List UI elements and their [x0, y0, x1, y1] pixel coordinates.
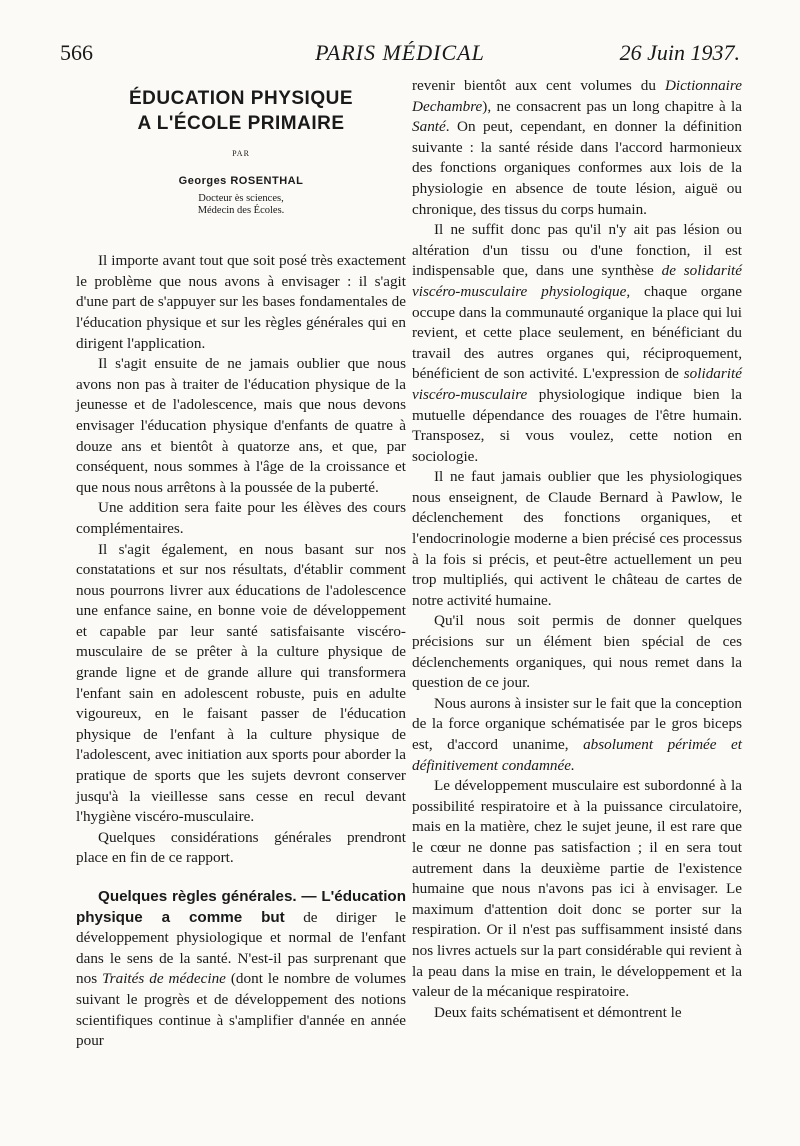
paragraph: Il s'agit également, en nous basant sur nos constatations et sur nos résultats, d'établir comment nous pourrons livrer aux éducations de l'adolescence une enfance saine, en bonne voie de développement et capable par leur santé satisfaisante viscéro-musculaire de se prêter à la culture physique de grande ligne et de grande allure qui transformera l'enfant sain en adolescent robuste, puis en adulte vigoureux, en le faisant passer de l'éducation physique de l'enfant à la culture physique de l'adolescent, avec initiation aux sports pour aborder la pratique de sports que les sujets devront conserver jusqu'à la vieillesse sans cesse en recul devant l'hygiène viscéro-musculaire.: [76, 540, 406, 826]
left-column: [76, 76, 406, 1052]
journal-title: PARIS MÉDICAL: [315, 40, 485, 65]
paragraph: Qu'il nous soit permis de donner quelques précisions sur un élément bien spécial de ces déclenchements organiques, qui nous remet dans la question de ce jour.: [412, 612, 742, 692]
paragraph: Deux faits schématisent et démontrent le: [434, 1003, 682, 1021]
by-line: PAR: [232, 149, 250, 158]
author-name: Georges ROSENTHAL: [178, 174, 304, 187]
paragraph: Il ne faut jamais oublier que les physiologiques nous enseignent, de Claude Bernard à Pawlow, le déclenchement des fonctions organiques, et l'endocrinologie moderne a bien précisé ces processus à la fois si précis, et peut-être actuellement un peu trop multipliés, qui activent le château de cartes de notre activité humaine.: [412, 468, 742, 609]
paragraph: revenir bientôt aux cent volumes du Dictionnaire Dechambre), ne consacrent pas un long chapitre à la Santé. On peut, cependant, en donner la définition suivante : la santé réside dans l'accord harmonieux des fonctions organiques conformes aux lois de la physiologie en absence de toute lésion, aiguë ou chronique, des tissus du corps humain.: [412, 77, 742, 218]
paragraph: Il s'agit ensuite de ne jamais oublier que nous avons non pas à traiter de l'éducation physique de la jeunesse et de l'adolescence, mais que nous devons envisager l'éducation physique d'enfants de quatre à douze ans et bientôt à quatorze ans, et que, par conséquent, nous sommes à l'âge de la croissance et que nous nous arrêtons à la poussée de la puberté.: [76, 355, 406, 496]
qualification-2: Médecin des Écoles.: [197, 205, 285, 217]
title-line-2: A L'ÉCOLE PRIMAIRE: [137, 113, 345, 134]
right-column: [412, 76, 742, 1023]
section-heading: Quelques règles générales. — L'éducation physique a comme but: [76, 888, 406, 926]
qualification-1: Docteur ès sciences,: [198, 193, 284, 205]
paragraph: Le développement musculaire est subordonné à la possibilité respiratoire et à la puissance circulatoire, mais en la matière, chez le sujet jeune, il est rare que le cœur ne donne pas satisfaction ; il en sera tout autrement dans la deuxième partie de l'existence humaine que nous n'avons pas ici à envisager. Le maximum d'attention doit donc se porter sur la respiration. Or il n'est pas suffisamment insisté dans nos livres actuels sur la part considérable qui revient à la peau dans la mise en train, le développement et la valeur de la mécanique respiratoire.: [412, 777, 742, 1001]
paragraph: Il ne suffit donc pas qu'il n'y ait pas lésion ou altération d'un tissu ou d'une fonction, il est indispensable que, dans une synthèse de solidarité viscéro-musculaire physiologique, chaque organe occupe dans la communauté organique la place qui lui revient, et cette place seulement, en bénéficiant du travail des autres organes qui, réciproquement, bénéficient de son activité. L'expression de solidarité viscéro-musculaire physiologique indique bien la mutuelle dépendance des rouages de l'être humain. Transposez, si vous voulez, cette notion en sociologie.: [412, 221, 742, 465]
article-title: [76, 86, 406, 136]
page-number: 566: [60, 40, 93, 65]
section-paragraph: Quelques règles générales. — L'éducation physique a comme but de diriger le développement physiologique et normal de l'enfant dans le sens de la santé. N'est-il pas surprenant que nos Traités de médecine (dont le nombre de volumes suivant le progrès et de développement des notions scientifiques continue à s'amplifier d'année en année pour: [76, 888, 406, 1050]
paragraph: Quelques considérations générales prendront place en fin de ce rapport.: [76, 828, 406, 867]
page-header: [60, 40, 740, 74]
paragraph: Il importe avant tout que soit posé très exactement le problème que nous avons à envisager : il s'agit d'une part de s'appuyer sur les bases fondamentales de l'éducation physique et sur les règles générales qui en dirigent l'application.: [76, 252, 406, 352]
paragraph: Une addition sera faite pour les élèves des cours complémentaires.: [76, 499, 406, 537]
title-line-1: ÉDUCATION PHYSIQUE: [128, 88, 353, 109]
author-qualifications: [76, 193, 406, 217]
issue-date: 26 Juin 1937.: [619, 40, 740, 65]
paragraph: Nous aurons à insister sur le fait que la conception de la force organique schématisée par le gros biceps est, d'accord unanime, absolument périmée et définitivement condamnée.: [412, 694, 742, 774]
